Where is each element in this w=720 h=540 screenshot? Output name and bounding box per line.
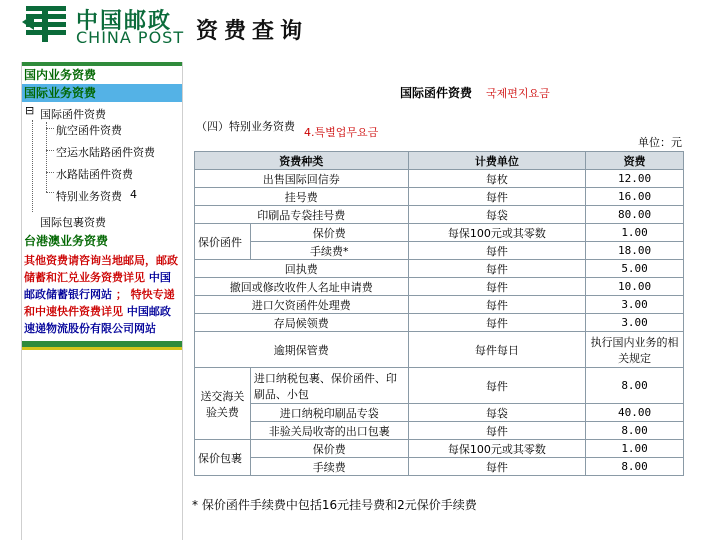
cell-fee: 16.00 [586,188,684,206]
note-text: 其他资费请咨询当地邮局，邮政储蓄和汇兑业务资费详见 [24,254,178,284]
table-header-row [195,152,684,170]
cell-fee: 8.00 [586,368,684,404]
cell-fee: 5.00 [586,260,684,278]
cell-type: 出售国际回信券 [195,170,409,188]
cell-unit: 每保100元或其零数 [408,224,586,242]
tree-item-marker: 4 [130,188,137,201]
cell-fee: 10.00 [586,278,684,296]
table-row [195,206,684,224]
cell-type: 保价费 [250,224,408,242]
col-header: 资费种类 [195,152,409,170]
sidebar-item-hk-mo-tw[interactable]: 台港澳业务资费 [24,234,109,248]
cell-unit: 每保100元或其零数 [408,440,586,458]
tree-expand-icon[interactable]: ⊟ [25,104,35,117]
cell-type: 手续费* [250,242,408,260]
main-content [186,62,720,540]
col-header: 计费单位 [408,152,586,170]
cell-fee: 80.00 [586,206,684,224]
cell-group: 保价函件 [195,224,251,260]
cell-type: 逾期保管费 [195,332,409,368]
cell-type: 进口纳税包裹、保价函件、印刷品、小包 [250,368,408,404]
cell-unit: 每件 [408,242,586,260]
content-title-kr: 국제편지요금 [486,87,550,100]
table-row [195,188,684,206]
col-header: 资费 [586,152,684,170]
china-post-logo-icon [22,4,70,44]
table-row [195,278,684,296]
cell-type: 挂号费 [195,188,409,206]
table-row [195,332,684,368]
cell-fee: 12.00 [586,170,684,188]
table-row [195,260,684,278]
sidebar-item-domestic[interactable]: 国内业务资费 [24,68,97,82]
cell-unit: 每袋 [408,404,586,422]
table-row [195,242,684,260]
unit-label: 单位：元 [638,136,682,149]
cell-fee: 8.00 [586,458,684,476]
table-row [195,170,684,188]
cell-unit: 每枚 [408,170,586,188]
tree-connector-sub [46,122,47,192]
section-heading-kr: 4.특별업무요금 [304,126,379,139]
cell-unit: 每件 [408,278,586,296]
cell-unit: 每袋 [408,206,586,224]
table-row [195,422,684,440]
link-postal-bank[interactable]: 中国邮政储蓄银行网站 [24,271,171,301]
table-row [195,314,684,332]
cell-type: 存局候领费 [195,314,409,332]
tree-branch [46,172,54,173]
tree-branch [46,128,54,129]
content-title: 国际函件资费 [400,86,473,100]
cell-unit: 每件 [408,296,586,314]
cell-unit: 每件 [408,314,586,332]
table-row [195,440,684,458]
cell-group: 保价包裹 [195,440,251,476]
table-row [195,296,684,314]
cell-unit: 每件每日 [408,332,586,368]
link-ems[interactable]: 中国邮政速递物流股份有限公司网站 [24,305,171,335]
cell-unit: 每件 [408,260,586,278]
cell-unit: 每件 [408,458,586,476]
brand-name-cn: 中国邮政 [76,9,173,34]
tree-branch [46,150,54,151]
sidebar-item-parcel[interactable]: 国际包裹资费 [40,216,106,229]
tree-connector-main [32,120,33,212]
page-header [0,0,720,56]
cell-fee: 1.00 [586,440,684,458]
cell-fee: 执行国内业务的相关规定 [586,332,684,368]
tree-root-letters[interactable]: 国际函件资费 [40,108,106,121]
cell-group: 送交海关验关费 [195,368,251,440]
fee-table [194,151,684,476]
table-row [195,368,684,404]
tree-item-surface-letters[interactable]: 水路陆函件资费 [56,168,133,181]
cell-fee: 18.00 [586,242,684,260]
note-text: ； 特快专递和中速快件资费详见 [24,288,175,318]
cell-fee: 3.00 [586,314,684,332]
cell-fee: 1.00 [586,224,684,242]
cell-fee: 3.00 [586,296,684,314]
sidebar-bottom-bar [22,341,182,350]
sidebar-item-international[interactable]: 国际业务资费 [22,84,182,102]
page-title: 资费查询 [196,19,309,44]
cell-type: 保价费 [250,440,408,458]
footnote: * 保价函件手续费中包括16元挂号费和2元保价手续费 [192,498,477,512]
cell-unit: 每件 [408,188,586,206]
tree-item-special-services[interactable]: 特别业务资费 [56,190,122,203]
table-row [195,404,684,422]
tree-item-sal-letters[interactable]: 空运水陆路函件资费 [56,146,155,159]
sidebar-tree [22,102,182,214]
tree-branch [46,192,54,193]
brand-name-en: CHINA POST [76,28,185,47]
cell-type: 手续费 [250,458,408,476]
cell-type: 撤回或修改收件人名址申请费 [195,278,409,296]
cell-fee: 8.00 [586,422,684,440]
cell-fee: 40.00 [586,404,684,422]
cell-type: 进口纳税印刷品专袋 [250,404,408,422]
sidebar-notes [22,250,182,337]
tree-item-air-letters[interactable]: 航空函件资费 [56,124,122,137]
cell-unit: 每件 [408,422,586,440]
cell-type: 非验关局收寄的出口包裹 [250,422,408,440]
cell-type: 进口欠资函件处理费 [195,296,409,314]
cell-type: 回执费 [195,260,409,278]
cell-unit: 每件 [408,368,586,404]
table-row [195,458,684,476]
cell-type: 印刷品专袋挂号费 [195,206,409,224]
table-row [195,224,684,242]
sidebar [21,62,183,540]
section-heading: （四）特别业务资费 [196,120,295,133]
